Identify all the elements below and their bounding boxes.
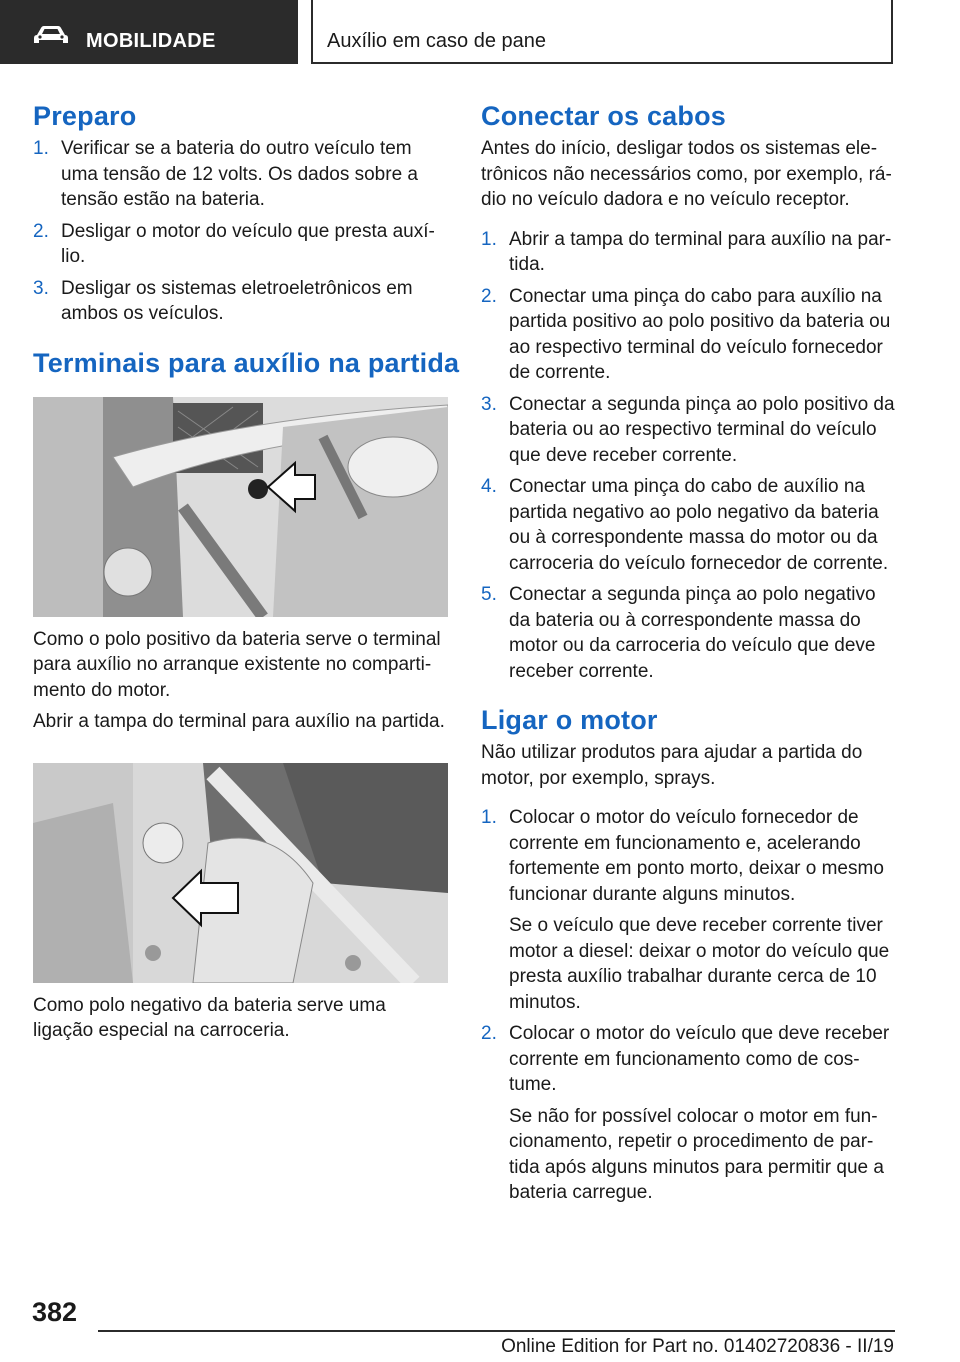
caption-open-cover: Abrir a tampa do terminal para auxílio na partida. (33, 711, 445, 732)
chapter-title: Auxílio em caso de pane (327, 30, 547, 52)
heading-terminais: Terminais para auxílio na partida (33, 347, 460, 378)
list-item: 1. Verificar se a bateria do outro veículo tem uma tensão de 12 volts. Os dados sobre a tensão estão na bateria. (33, 138, 418, 210)
right-column (481, 96, 895, 1206)
engine-bay-photo-negative (33, 763, 448, 983)
footer-divider (98, 1330, 895, 1332)
list-item: 3. Conectar a segunda pinça ao polo positivo da bateria ou ao respectivo terminal do veículo que deve receber corrente. (481, 393, 895, 466)
heading-ligar: Ligar o motor (481, 705, 658, 735)
ligar-steps (481, 805, 895, 1206)
list-item-note: Se o veículo que deve receber corrente tiver motor a diesel: deixar o motor do veículo que presta auxílio trabalhar durante cerca de 10 minutos. (509, 915, 890, 1013)
left-column (33, 96, 460, 1044)
preparo-steps (33, 136, 448, 327)
list-item: 1. Colocar o motor do veículo fornecedor de corrente em funcionamento e, acelerando fortemente em ponto morto, deixar o mesmo funcionar durante alguns minutos. Se o veículo que deve receber corrente tiver motor a diesel: deixar o motor do veículo que presta auxílio trabalhar durante cerca de 10 minutos. (481, 805, 895, 1015)
heading-preparo: Preparo (33, 101, 137, 131)
caption-positive-terminal: Como o polo positivo da bateria serve o terminal para auxílio no arranque existente no compartimento do motor. (33, 628, 441, 701)
list-item: 1. Abrir a tampa do terminal para auxílio na partida. (481, 228, 892, 275)
list-item: 2. Desligar o motor do veículo que presta auxílio. (33, 220, 435, 267)
section-label: MOBILIDADE (86, 30, 216, 52)
list-item: 2. Colocar o motor do veículo que deve receber corrente em funcionamento como de costume. Se não for possível colocar o motor em funcionamento, repetir o procedimento de partida após alguns minutos para permitir que a bateria carregue. (481, 1021, 895, 1206)
list-item: 3. Desligar os sistemas eletroeletrônicos em ambos os veículos. (33, 277, 413, 324)
conectar-intro: Antes do início, desligar todos os sistemas eletrônicos não necessários como, por exemplo, rádio no veículo dadora e no veículo receptor. (481, 138, 892, 210)
engine-bay-photo-positive (33, 397, 448, 617)
conectar-steps (481, 227, 895, 685)
chapter-header (311, 0, 893, 64)
section-tab (0, 0, 298, 64)
heading-conectar: Conectar os cabos (481, 101, 726, 131)
list-item: 2. Conectar uma pinça do cabo para auxílio na partida positivo ao polo positivo da bateria ou ao respectivo terminal do veículo fornecedor de corrente. (481, 285, 891, 383)
list-item: 5. Conectar a segunda pinça ao polo negativo da bateria ou à correspondente massa do motor ou da carroceria do veículo que deve receber corrente. (481, 584, 876, 682)
edition-info: Online Edition for Part no. 01402720836 - II/19 (501, 1336, 894, 1357)
car-icon (34, 26, 68, 44)
page-number: 382 (32, 1297, 78, 1327)
list-item: 4. Conectar uma pinça do cabo de auxílio na partida negativo ao polo negativo da bateria ou à correspondente massa do motor ou da carroceria do veículo fornecedor de corrente. (481, 476, 889, 574)
caption-negative-terminal: Como polo negativo da bateria serve uma ligação especial na carroceria. (33, 994, 386, 1041)
list-item-note: Se não for possível colocar o motor em funcionamento, repetir o procedimento de partida após alguns minutos para permitir que a bateria carregue. (509, 1105, 884, 1203)
ligar-intro: Não utilizar produtos para ajudar a partida do motor, por exemplo, sprays. (481, 742, 863, 789)
